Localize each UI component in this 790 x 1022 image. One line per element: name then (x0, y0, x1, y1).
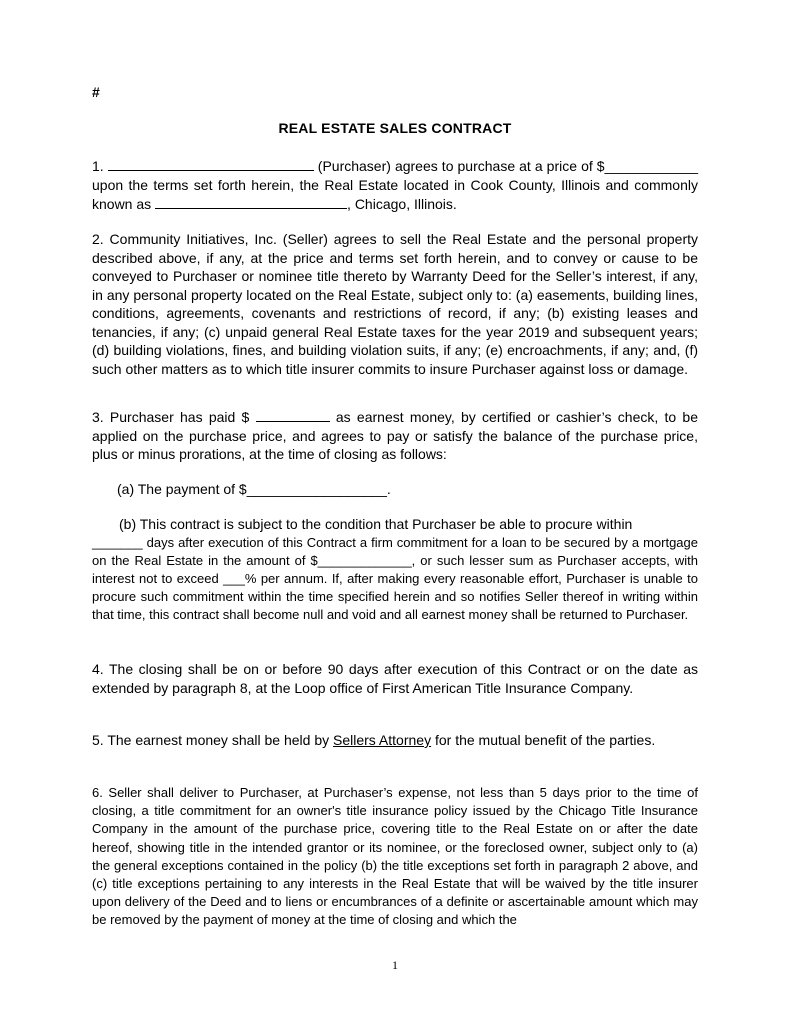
paragraph-1 (92, 156, 698, 214)
paragraph-3-text: as earnest money, by certified or cashier’s check, to be applied on the purchase price, and agrees to pay or satisfy the balance of the purchase price, plus or minus prorations, at the time of closing as follows: (92, 409, 699, 462)
paragraph-3-text-start: 3. Purchaser has paid $ (92, 409, 250, 425)
paragraph-5-text-start: 5. The earnest money shall be held by (92, 732, 330, 748)
hash-mark: # (92, 84, 100, 100)
paragraph-3b-first-line: (b) This contract is subject to the condition that Purchaser be able to procure within (119, 516, 633, 532)
paragraph-5-text-end: for the mutual benefit of the parties. (434, 732, 656, 748)
contract-title: REAL ESTATE SALES CONTRACT (278, 120, 512, 136)
earnest-money-blank[interactable] (256, 407, 330, 422)
paragraph-1-text-end: , Chicago, Illinois. (347, 196, 457, 212)
paragraph-1-text: (Purchaser) agrees to purchase at a price of $____________ upon the terms set forth herein, the Real Estate located in Cook County, Illinois and commonly known as (92, 158, 699, 212)
paragraph-1-number: 1. (92, 158, 104, 174)
paragraph-3a: (a) The payment of $__________________. (117, 481, 391, 497)
purchaser-name-blank[interactable] (108, 156, 314, 171)
escrow-holder: Sellers Attorney (333, 732, 432, 748)
paragraph-3b: _______ days after execution of this Contract a firm commitment for a loan to be secured by a mortgage on the Real Estate in the amount of $_____________, or such lesser sum as Purchaser accepts, with interest not to exceed ___% per annum. If, after making every reasonable effort, Purchaser is unable to procure such commitment within the time specified herein and so notifies Seller thereof in writing within that time, this contract shall become null and void and all earnest money shall be returned to Purchaser. (92, 535, 698, 622)
paragraph-5 (92, 731, 682, 750)
paragraph-6: 6. Seller shall deliver to Purchaser, at Purchaser’s expense, not less than 5 days prior to the time of closing, a title commitment for an owner's title insurance policy issued by the Chicago Title Insurance Company in the amount of the purchase price, covering title to the Real Estate on or after the date hereof, showing title in the intended grantor or its nominee, or the foreclosed owner, subject only to (a) the general exceptions contained in the policy (b) the title exceptions set forth in paragraph 2 above, and (c) title exceptions pertaining to any interests in the Real Estate that will be waived by the title insurer upon delivery of the Deed and to liens or encumbrances of a definite or ascertainable amount which may be removed by the payment of money at the time of closing and which the (92, 785, 698, 928)
paragraph-4: 4. The closing shall be on or before 90 days after execution of this Contract or on the date as extended by paragraph 8, at the Loop office of First American Title Insurance Company. (92, 661, 698, 696)
paragraph-2: 2. Community Initiatives, Inc. (Seller) agrees to sell the Real Estate and the personal property described above, if any, at the price and terms set forth herein, and to convey or cause to be conveyed to Purchaser or nominee title thereto by Warranty Deed for the Seller’s interest, if any, in any personal property located on the Real Estate, subject only to: (a) easements, building lines, conditions, agreements, covenants and restrictions of record, if any; (b) existing leases and tenancies, if any; (c) unpaid general Real Estate taxes for the year 2019 and subsequent years; (d) building violations, fines, and building violation suits, if any; (e) encroachments, if any; and, (f) such other matters as to which title insurer commits to insure Purchaser against loss or damage. (92, 231, 698, 377)
property-address-blank[interactable] (155, 194, 347, 209)
paragraph-3 (92, 407, 698, 464)
page-number: 1 (392, 958, 398, 972)
